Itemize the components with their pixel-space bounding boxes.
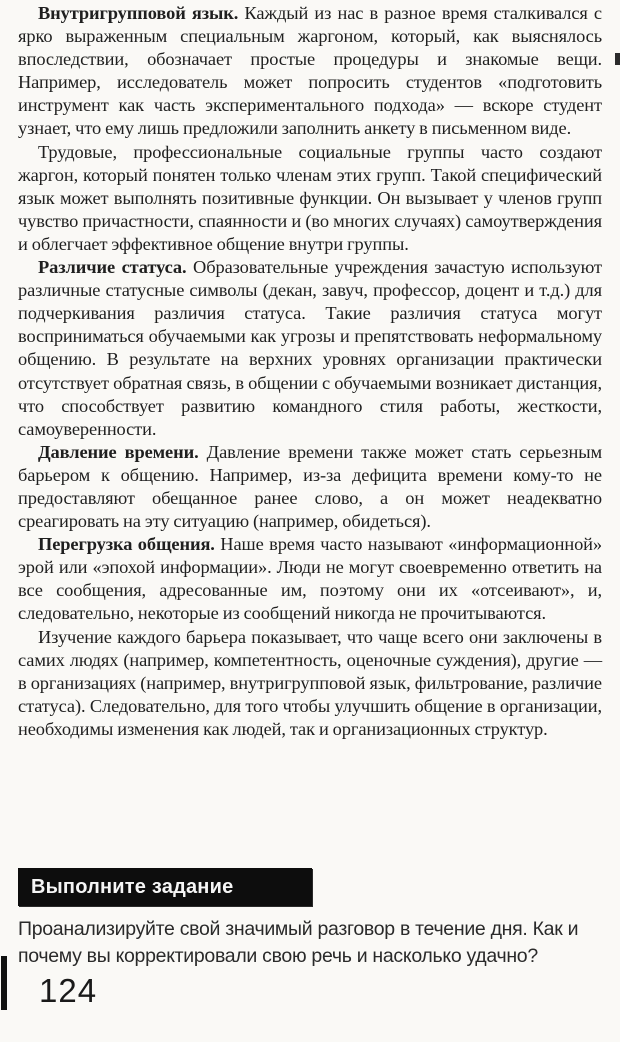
paragraph-text: Трудовые, профессиональные социальные группы часто создают жаргон, который понятен только членам этих групп. Такой специфический язык может выполнять позитивные функции. Он вызывает у членов групп чувство причастности, спаянности и (во многих случаях) самоутверждения и облегчает эффективное общение внутри группы. [18, 141, 602, 254]
task-text: Проанализируйте свой значимый разговор в течение дня. Как и почему вы корректировали свою речь и насколько удачно? [18, 918, 579, 967]
paragraph-lead: Различие статуса. [38, 257, 187, 278]
paragraph-text: Образовательные учреждения зачастую используют различные статусные символы (декан, завуч, профессор, доцент и т.д.) для подчеркивания различия статуса. Такие различия статуса могут восприниматься обучаемыми как угрозы и препятствовать неформальному общению. В результате на верхних уровнях организации практически отсутствует обратная связь, в общении с обучаемыми возникает дистанция, что способствует развитию командного стиля работы, жесткости, самоуверенности. [18, 257, 602, 439]
scan-artifact [615, 53, 620, 65]
paragraph-text: Каждый из нас в разное время сталкивался с ярко выраженным специальным жаргоном, который, как выяснялось впоследствии, обозначает простые процедуры и знакомые вещи. Например, исследователь может попросить студентов «подготовить инструмент как часть экспериментального подхода» — вскоре студент узнает, что ему лишь предложили заполнить анкету в письменном виде. [18, 3, 602, 139]
paragraph-time-pressure [18, 441, 602, 533]
paragraph-work-groups [18, 141, 602, 256]
paragraph-lead: Внутригрупповой язык. [38, 3, 239, 23]
paragraph-text: Изучение каждого барьера показывает, что чаще всего они заключены в самих людях (например, компетентность, оценочные суждения), другие — в организациях (например, внутригрупповой язык, фильтрование, различие статуса). Следовательно, для того чтобы улучшить общение в организации, необходимы изменения как людей, так и организационных структур. [18, 626, 602, 739]
paragraph-lead: Перегрузка общения. [38, 534, 215, 555]
paragraph-ingroup-language [18, 2, 602, 141]
paragraph-text: Давление времени также может стать серьезным барьером к общению. Например, из-за дефицита времени кому-то не предоставляют обещанное ранее слово, а он может неадекватно среагировать на эту ситуацию (например, обидеться). [18, 441, 603, 532]
task-banner-label: Выполните задание [31, 876, 234, 898]
body-text [18, 2, 602, 741]
paragraph-status-difference [18, 256, 602, 441]
page-edge-mark [1, 956, 7, 1010]
paragraph-text: Наше время часто называют «информационной» эрой или «эпохой информации». Люди не могут своевременно ответить на все сообщения, адресованные им, поэтому они их «отсеивают», и, следовательно, некоторые из сообщений никогда не прочитываются. [18, 534, 602, 624]
paragraph-barriers-conclusion [18, 626, 602, 741]
paragraph-communication-overload [18, 533, 602, 625]
page-number: 124 [39, 972, 98, 1009]
task-banner [18, 868, 312, 906]
paragraph-lead: Давление времени. [38, 441, 199, 462]
